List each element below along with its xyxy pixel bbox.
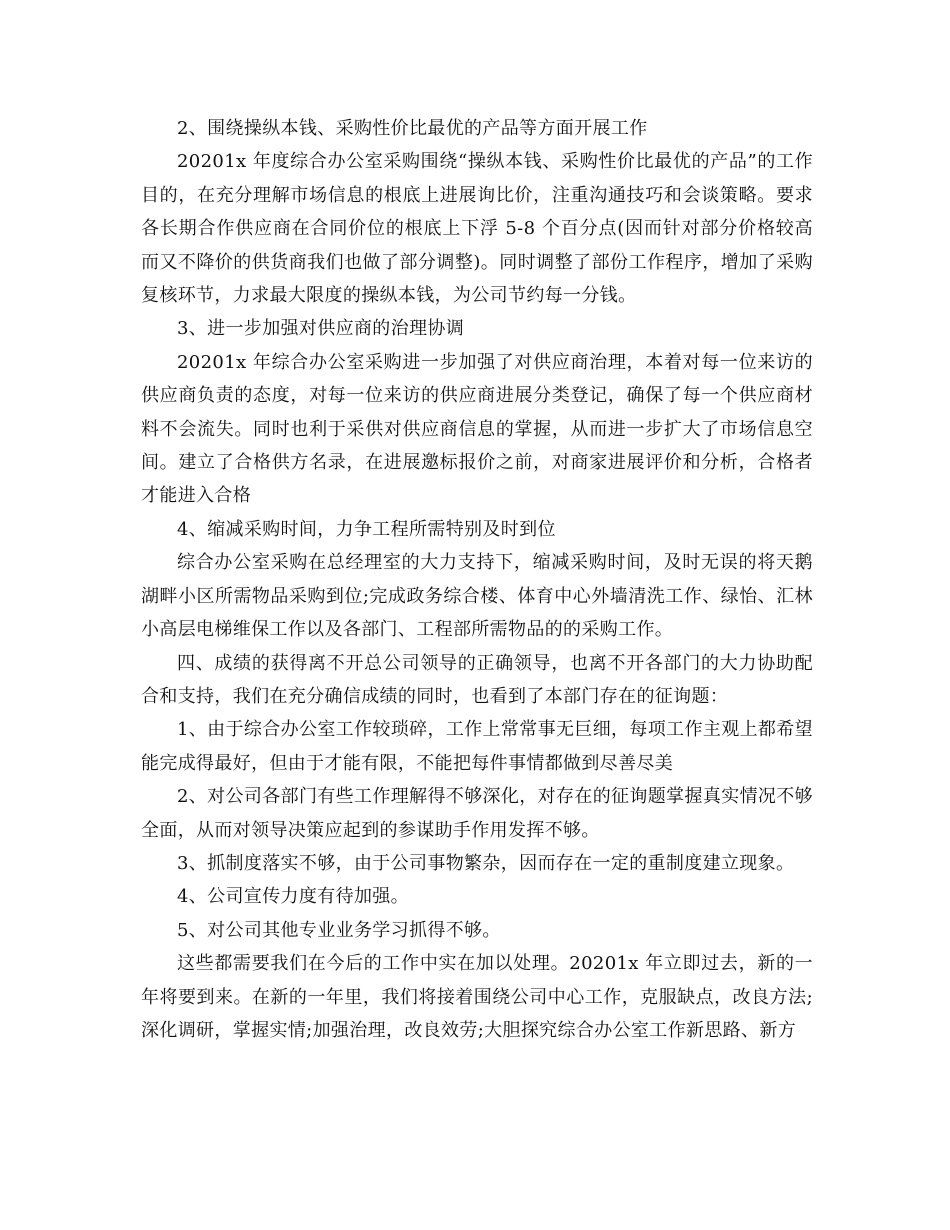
paragraph-issue-1: 1、由于综合办公室工作较琐碎，工作上常常事无巨细，每项工作主观上都希望能完成得最好，但由于才能有限，不能把每件事情都做到尽善尽美 <box>141 719 813 774</box>
document-body <box>141 112 813 1047</box>
paragraph-issue-4: 4、公司宣传力度有待加强。 <box>177 886 410 908</box>
paragraph-conclusion: 这些都需要我们在今后的工作中实在加以处理。20201x 年立即过去，新的一年将要到来。在新的一年里，我们将接着围绕公司中心工作，克服缺点，改良方法;深化调研，掌握实情;加强治理，改良效劳;大胆探究综合办公室工作新思路、新方 <box>141 953 813 1041</box>
paragraph-procurement-time: 综合办公室采购在总经理室的大力支持下，缩减采购时间，及时无误的将天鹅湖畔小区所需物品采购到位;完成政务综合楼、体育中心外墙清洗工作、绿怡、汇林小高层电梯维保工作以及各部门、工程部所需物品的的采购工作。 <box>141 552 813 641</box>
paragraph-achievements: 四、成绩的获得离不开总公司领导的正确领导，也离不开各部门的大力协助配合和支持，我们在充分确信成绩的同时，也看到了本部门存在的征询题： <box>141 652 813 707</box>
paragraph-heading-2: 2、围绕操纵本钱、采购性价比最优的产品等方面开展工作 <box>177 118 648 139</box>
paragraph-issue-2: 2、对公司各部门有些工作理解得不够深化，对存在的征询题掌握真实情况不够全面，从而对领导决策应起到的参谋助手作用发挥不够。 <box>141 786 813 841</box>
paragraph-heading-4: 4、缩减采购时间，力争工程所需特别及时到位 <box>177 518 556 540</box>
paragraph-supplier-management: 20201x 年综合办公室采购进一步加强了对供应商治理，本着对每一位来访的供应商负责的态度，对每一位来访的供应商进展分类登记，确保了每一个供应商材料不会流失。同时也利于采供对供应商信息的掌握，从而进一步扩大了市场信息空间。建立了合格供方名录，在进展邀标报价之前，对商家进展评价和分析，合格者才能进入合格 <box>141 351 813 507</box>
paragraph-cost-control: 20201x 年度综合办公室采购围绕“操纵本钱、采购性价比最优的产品”的工作目的，在充分理解市场信息的根底上进展询比价，注重沟通技巧和会谈策略。要求各长期合作供应商在合同价位的根底上下浮 5-8 个百分点(因而针对部分价格较高而又不降价的供货商我们也做了部分调整)。同时调整了部份工作程序，增加了采购复核环节，力求最大限度的操纵本钱，为公司节约每一分钱。 <box>141 151 813 307</box>
paragraph-issue-5: 5、对公司其他专业业务学习抓得不够。 <box>177 919 501 941</box>
paragraph-issue-3: 3、抓制度落实不够，由于公司事物繁杂，因而存在一定的重制度建立现象。 <box>177 852 795 874</box>
paragraph-heading-3: 3、进一步加强对供应商的治理协调 <box>177 318 465 340</box>
